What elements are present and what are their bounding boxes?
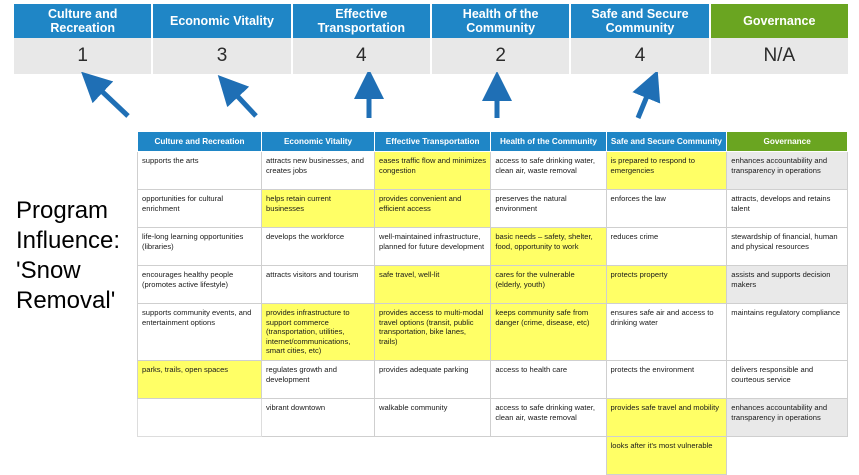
matrix-cell: provides convenient and efficient access — [375, 190, 491, 228]
table-row — [138, 436, 848, 474]
score-culture-and-recreation: 1 — [14, 38, 153, 74]
score-effective-transportation: 4 — [293, 38, 432, 74]
matrix-cell: attracts visitors and tourism — [262, 266, 375, 304]
summary-header-culture-and-recreation: Culture and Recreation — [14, 4, 153, 38]
matrix-header-safe-and-secure-community: Safe and Secure Community — [606, 132, 727, 152]
summary-header-effective-transportation: Effective Transportation — [293, 4, 432, 38]
matrix-header-health-of-the-community: Health of the Community — [491, 132, 606, 152]
matrix-cell: stewardship of financial, human and physical resources — [727, 228, 848, 266]
matrix-cell: vibrant downtown — [262, 398, 375, 436]
table-row — [138, 360, 848, 398]
matrix-cell — [138, 398, 262, 436]
summary-header-economic-vitality: Economic Vitality — [153, 4, 292, 38]
summary-score-row — [14, 38, 848, 74]
matrix-cell — [491, 436, 606, 474]
table-row — [138, 398, 848, 436]
matrix-cell: reduces crime — [606, 228, 727, 266]
table-row — [138, 152, 848, 190]
matrix-cell: attracts new businesses, and creates jobs — [262, 152, 375, 190]
summary-header-row — [14, 4, 848, 38]
matrix-cell — [375, 436, 491, 474]
matrix-cell: enhances accountability and transparency in operations — [727, 398, 848, 436]
matrix-cell: maintains regulatory compliance — [727, 304, 848, 361]
influence-matrix — [137, 131, 848, 475]
matrix-cell: develops the workforce — [262, 228, 375, 266]
summary-header-governance: Governance — [711, 4, 848, 38]
matrix-cell: parks, trails, open spaces — [138, 360, 262, 398]
matrix-header-effective-transportation: Effective Transportation — [375, 132, 491, 152]
matrix-cell: protects property — [606, 266, 727, 304]
matrix-cell: preserves the natural environment — [491, 190, 606, 228]
arrow-culture-and-recreation — [92, 82, 128, 116]
matrix-cell: encourages healthy people (promotes active lifestyle) — [138, 266, 262, 304]
matrix-body — [138, 152, 848, 475]
program-influence-caption: Program Influence: 'Snow Removal' — [16, 197, 121, 314]
score-governance: N/A — [763, 45, 796, 66]
table-row — [138, 228, 848, 266]
summary-header-health-of-the-community: Health of the Community — [432, 4, 571, 38]
matrix-cell: enforces the law — [606, 190, 727, 228]
matrix-cell: well-maintained infrastructure, planned for future development — [375, 228, 491, 266]
matrix-cell: opportunities for cultural enrichment — [138, 190, 262, 228]
matrix-header-row — [138, 132, 848, 152]
summary-header-safe-and-secure-community: Safe and Secure Community — [571, 4, 710, 38]
score-economic-vitality: 3 — [153, 38, 292, 74]
score-safe-and-secure-community: 4 — [571, 38, 710, 74]
matrix-cell — [138, 436, 262, 474]
matrix-cell: cares for the vulnerable (elderly, youth) — [491, 266, 606, 304]
matrix-cell: helps retain current businesses — [262, 190, 375, 228]
matrix-header-economic-vitality: Economic Vitality — [262, 132, 375, 152]
matrix-cell: regulates growth and development — [262, 360, 375, 398]
matrix-cell: attracts, develops and retains talent — [727, 190, 848, 228]
matrix-cell — [262, 436, 375, 474]
matrix-cell: provides safe travel and mobility — [606, 398, 727, 436]
matrix-header-culture-and-recreation: Culture and Recreation — [138, 132, 262, 152]
summary-band — [14, 4, 848, 74]
matrix-cell: keeps community safe from danger (crime, disease, etc) — [491, 304, 606, 361]
matrix-cell: access to health care — [491, 360, 606, 398]
matrix-cell: looks after it's most vulnerable — [606, 436, 727, 474]
matrix-cell: access to safe drinking water, clean air, waste removal — [491, 398, 606, 436]
matrix-cell: is prepared to respond to emergencies — [606, 152, 727, 190]
matrix-cell: supports community events, and entertainment options — [138, 304, 262, 361]
table-row — [138, 190, 848, 228]
matrix-cell: supports the arts — [138, 152, 262, 190]
matrix-cell: assists and supports decision makers — [727, 266, 848, 304]
matrix-cell: eases traffic flow and minimizes congestion — [375, 152, 491, 190]
score-health-of-the-community: 2 — [432, 38, 571, 74]
matrix-cell: provides infrastructure to support commerce (transportation, utilities, internet/communications, smart cities, etc) — [262, 304, 375, 361]
matrix-cell: walkable community — [375, 398, 491, 436]
table-row — [138, 304, 848, 361]
matrix-cell: ensures safe air and access to drinking water — [606, 304, 727, 361]
arrow-safe-and-secure-community — [638, 84, 652, 118]
matrix-cell: enhances accountability and transparency in operations — [727, 152, 848, 190]
matrix-header-governance: Governance — [727, 132, 848, 152]
matrix-cell: provides adequate parking — [375, 360, 491, 398]
matrix-cell: access to safe drinking water, clean air, waste removal — [491, 152, 606, 190]
table-row — [138, 266, 848, 304]
arrow-group — [0, 72, 859, 132]
matrix-cell: life-long learning opportunities (libraries) — [138, 228, 262, 266]
matrix-cell: protects the environment — [606, 360, 727, 398]
arrow-economic-vitality — [228, 86, 256, 116]
matrix-cell: provides access to multi-modal travel options (transit, public transportation, bike lanes, trails) — [375, 304, 491, 361]
matrix-cell: delivers responsible and courteous service — [727, 360, 848, 398]
matrix-cell: safe travel, well-lit — [375, 266, 491, 304]
matrix-cell: basic needs – safety, shelter, food, opportunity to work — [491, 228, 606, 266]
matrix-cell — [727, 436, 848, 474]
